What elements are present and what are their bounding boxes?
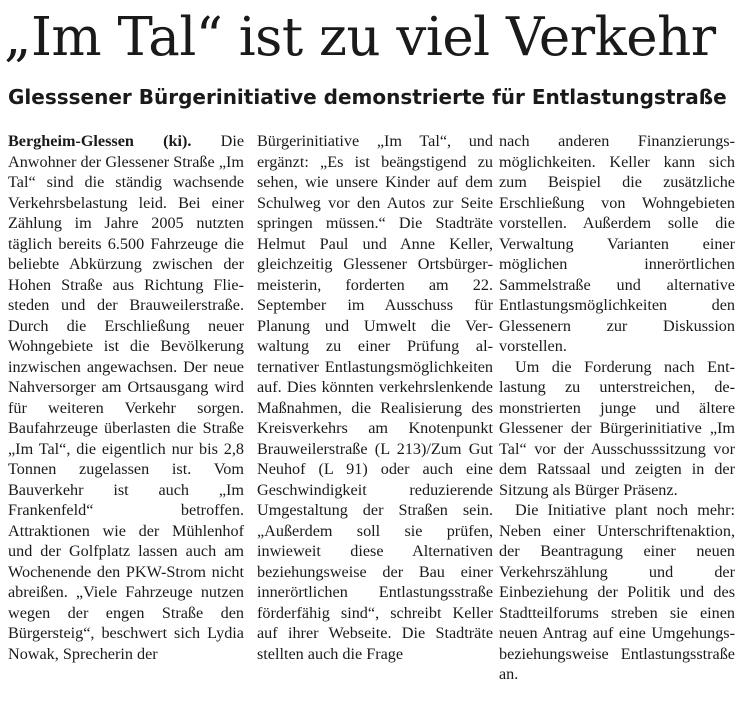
article-paragraph: nach anderen Finanzierungsmöglichkeiten. Keller kann sich zum Beispiel die zusätzliche Erschließung von Wohngebieten vorstellen. Außerdem solle die Verwaltung Varianten einer möglichen innerörtlichen Sammelstraße und alternative Entlastungsmöglichkeiten den Glessenern zur Diskussion vorstellen. <box>499 132 735 355</box>
article-paragraph <box>8 131 244 664</box>
article-paragraph: Die Initiative plant noch mehr: Neben einer Unterschriftenaktion, der Beantragung einer neuen Verkehrszählung und der Einbeziehung der Politik und des Stadtteilforums streben sie einen neuen Antrag auf eine Umgehungsbeziehungsweise Entlastungsstraße an. <box>499 501 735 683</box>
article-column-2 <box>257 131 493 664</box>
article-column-1 <box>8 131 244 664</box>
article-column-3 <box>499 131 735 685</box>
article-paragraph: Um die Forderung nach Entlastung zu unterstreichen, demonstrierten junge und ältere Glessener der Bürgerinitiative „Im Tal“ vor der Ausschusssitzung vor dem Ratssaal und zeigten in der Sitzung als Bürger Präsenz. <box>499 357 735 499</box>
article-paragraph: Bürgerinitiative „Im Tal“, und ergänzt: „Es ist beängstigend zu sehen, wie unsere Kinder auf dem Schulweg vor den Autos zur Seite springen müssen.“ Die Stadträte Helmut Paul und Anne Keller, gleichzeitig Glessener Ortsbürgermeisterin, forderten am 22. September im Ausschuss für Planung und Umwelt die Verwaltung zu einer Prüfung alternativer Entlastungsmöglichkeiten auf. Dies könnten verkehrslenkende Maßnahmen, die Realisierung des Kreisverkehrs am Knotenpunkt Brauweilerstraße (L 213)/Zum Gut Neuhof (L 91) oder auch eine Geschwindigkeit reduzierende Umgestaltung der Straßen sein. „Außerdem soll sie prüfen, inwieweit diese Alternativen beziehungsweise der Bau einer innerörtlichen Entlastungsstraße förderfähig sind“, schreibt Keller auf ihrer Webseite. Die Stadträte stellten auch die Frage <box>257 132 493 663</box>
article-dateline: Bergheim-Glessen (ki). <box>8 132 192 150</box>
article-headline: „Im Tal“ ist zu viel Verkehr <box>4 7 716 68</box>
article-subheadline: Glesssener Bürgerinitiative demonstrierte für Entlastungstraße <box>8 85 727 109</box>
paragraph-text: Die Anwohner der Glessener Straße „Im Tal“ sind die ständig wachsende Verkehrsbelastung leid. Bei einer Zählung im Jahre 2005 nutzten täglich bereits 6.500 Fahrzeuge die beliebte Abkürzung zwischen der Hohen Straße aus Richtung Fliesteden und der Brauweilerstraße. Durch die Erschließung neuer Wohngebiete ist die Bevölkerung inzwischen angewachsen. Der neue Nahversorger am Ortsausgang wird für weiteren Verkehr sorgen. Baufahrzeuge überlasten die Straße „Im Tal“, die eigentlich nur bis 2,8 Tonnen zugelassen ist. Vom Bauverkehr ist auch „Im Frankenfeld“ betroffen. Attraktionen wie der Mühlenhof und der Golfplatz lassen auch am Wochenende den PKW-Strom nicht abreißen. „Viele Fahrzeuge nutzen wegen der engen Straße den Bürgersteig“, beschwert sich Lydia Nowak, Sprecherin der <box>8 132 244 663</box>
